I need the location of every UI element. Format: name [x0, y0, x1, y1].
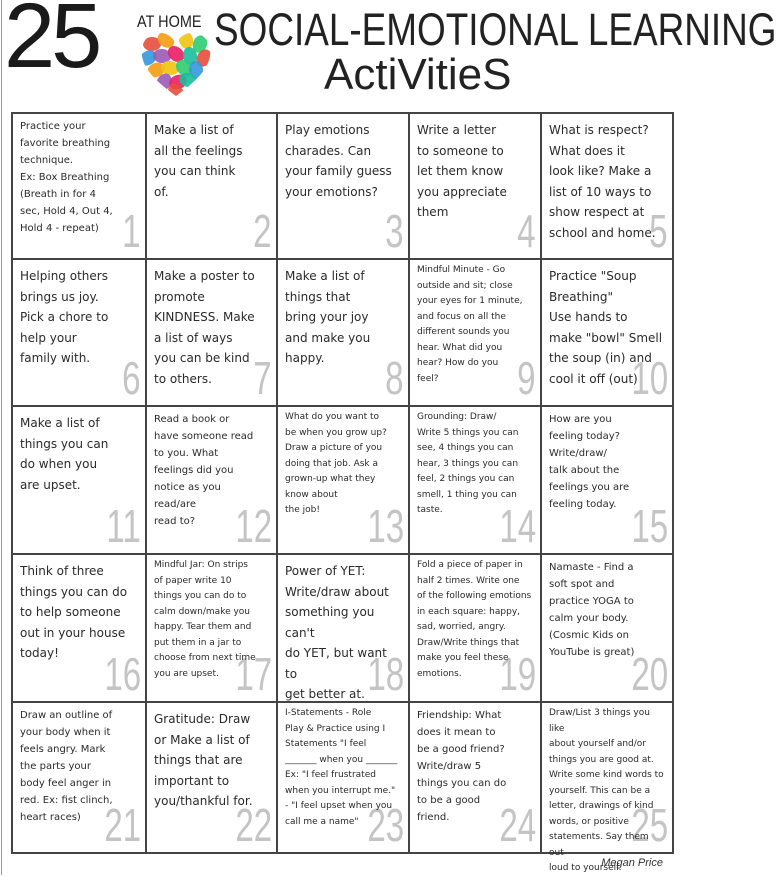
activity-text: Make a poster to promote KINDNESS. Make a list of ways you can be kind to others.: [154, 269, 255, 386]
activity-number: 6: [122, 352, 141, 404]
activity-number: 2: [253, 205, 272, 257]
activity-number: 10: [631, 352, 668, 404]
activity-text: Fold a piece of paper in half 2 times. Write one of the following emotions in each square: happy, sad, worried, angry. Draw/Write things that make you feel these emotions.: [417, 560, 532, 679]
activity-text: Mindful Jar: On strips of paper write 10 things you can do to calm down/make you happy. Tear them and put them in a jar to choose from next time you are upset.: [154, 560, 256, 679]
activity-text: Draw/List 3 things you like about yourself and/or things you are good at. Write some kind words to yourself. This can be a letter, drawings of kind words, or positive statements. Say them out loud to yourself.: [549, 708, 664, 873]
activity-number: 20: [631, 648, 668, 700]
activity-number: 13: [367, 500, 404, 552]
activity-number: 23: [367, 799, 404, 851]
activity-number: 16: [104, 648, 141, 700]
activity-cell-1: [13, 114, 147, 260]
activity-cell-7: [147, 260, 278, 407]
page-border-line: [1, 0, 2, 875]
activity-text: Mindful Minute - Go outside and sit; close your eyes for 1 minute, and focus on all the different sounds you hear. What did you hear? How do you feel?: [417, 265, 523, 384]
activity-cell-5: [542, 114, 674, 260]
activity-cell-24: [410, 703, 542, 854]
activity-cell-6: [13, 260, 147, 407]
activity-text: Gratitude: Draw or Make a list of things that are important to you/thankful for.: [154, 712, 253, 808]
activity-cell-11: [13, 407, 147, 555]
activity-number: 22: [235, 799, 272, 851]
activity-number: 11: [106, 500, 141, 552]
activity-number: 25: [631, 799, 668, 851]
activity-text: What do you want to be when you grow up? Draw a picture of you doing that job. Ask a grown-up what they know about the job!: [285, 412, 387, 515]
activity-cell-16: [13, 555, 147, 703]
activity-number: 21: [104, 799, 141, 851]
activity-cell-13: [278, 407, 410, 555]
activity-text: Namaste - Find a soft spot and practice YOGA to calm your body. (Cosmic Kids on YouTube is great): [549, 562, 635, 658]
activity-text: Practice your favorite breathing technique. Ex: Box Breathing (Breath in for 4 sec, Hold 4, Out 4, Hold 4 - repeat): [20, 121, 113, 234]
handprint-heart-icon: [138, 30, 214, 100]
activity-cell-19: [410, 555, 542, 703]
activity-number: 19: [499, 648, 536, 700]
activity-number: 17: [235, 648, 272, 700]
activity-text: Practice "Soup Breathing" Use hands to make "bowl" Smell the soup (in) and cool it off (out): [549, 269, 663, 386]
activity-text: Helping others brings us joy. Pick a chore to help your family with.: [20, 269, 109, 365]
activity-text: I-Statements - Role Play & Practice using I Statements "I feel _______ when you _______ Ex: "I feel frustrated when you interrupt me." - "I feel upset when you call me a name": [285, 708, 398, 827]
activity-number: 3: [385, 205, 404, 257]
activity-number: 1: [122, 205, 141, 257]
activity-cell-14: [410, 407, 542, 555]
activity-number: 8: [385, 352, 404, 404]
activity-cell-23: [278, 703, 410, 854]
activity-cell-9: [410, 260, 542, 407]
activity-text: Make a list of things that bring your joy and make you happy.: [285, 269, 371, 365]
title-line-1: SOCIAL-EMOTIONAL LEARNING: [214, 4, 777, 55]
activity-cell-4: [410, 114, 542, 260]
at-home-label: AT HOME: [137, 12, 202, 31]
activity-number: 18: [367, 648, 404, 700]
activity-cell-20: [542, 555, 674, 703]
activity-text: Write a letter to someone to let them know you appreciate them: [417, 123, 507, 219]
activity-text: Grounding: Draw/ Write 5 things you can see, 4 things you can hear, 3 things you can feel, 2 things you can smell, 1 thing you can taste.: [417, 412, 519, 515]
activity-text: Draw an outline of your body when it feels angry. Mark the parts your body feel anger in red. Ex: fist clinch, heart races): [20, 710, 113, 823]
author-credit: Megan Price: [601, 857, 663, 869]
activity-cell-8: [278, 260, 410, 407]
activity-text: Play emotions charades. Can your family guess your emotions?: [285, 123, 392, 199]
activity-text: Friendship: What does it mean to be a good friend? Write/draw 5 things you can do to be a good friend.: [417, 710, 507, 823]
activity-number: 14: [499, 500, 536, 552]
activity-cell-10: [542, 260, 674, 407]
activity-number: 9: [517, 352, 536, 404]
activity-text: Read a book or have someone read to you. What feelings did you notice as you read/are read to?: [154, 414, 254, 527]
activity-cell-21: [13, 703, 147, 854]
activity-number: 24: [499, 799, 536, 851]
activity-text: Make a list of all the feelings you can think of.: [154, 123, 243, 199]
activity-cell-17: [147, 555, 278, 703]
activity-number: 12: [235, 500, 272, 552]
activity-number: 15: [631, 500, 668, 552]
handprint-blob: [177, 29, 195, 50]
activity-cell-12: [147, 407, 278, 555]
header-number: 25: [4, 0, 99, 87]
activity-text: How are you feeling today? Write/draw/ talk about the feelings you are feeling today.: [549, 414, 630, 510]
activity-text: Power of YET: Write/draw about something you can't do YET, but want to get better at.: [285, 564, 389, 701]
activity-cell-3: [278, 114, 410, 260]
activity-text: Think of three things you can do to help someone out in your house today!: [20, 564, 128, 660]
activity-cell-18: [278, 555, 410, 703]
activity-text: Make a list of things you can do when you are upset.: [20, 416, 109, 492]
activity-number: 5: [649, 205, 668, 257]
activity-cell-2: [147, 114, 278, 260]
activity-cell-15: [542, 407, 674, 555]
title-line-2: ActiVitieS: [324, 50, 512, 99]
activity-number: 7: [253, 352, 272, 404]
page-header: [0, 0, 777, 110]
activity-cell-22: [147, 703, 278, 854]
activity-number: 4: [517, 205, 536, 257]
activity-text: What is respect? What does it look like? Make a list of 10 ways to show respect at school and home.: [549, 123, 656, 240]
